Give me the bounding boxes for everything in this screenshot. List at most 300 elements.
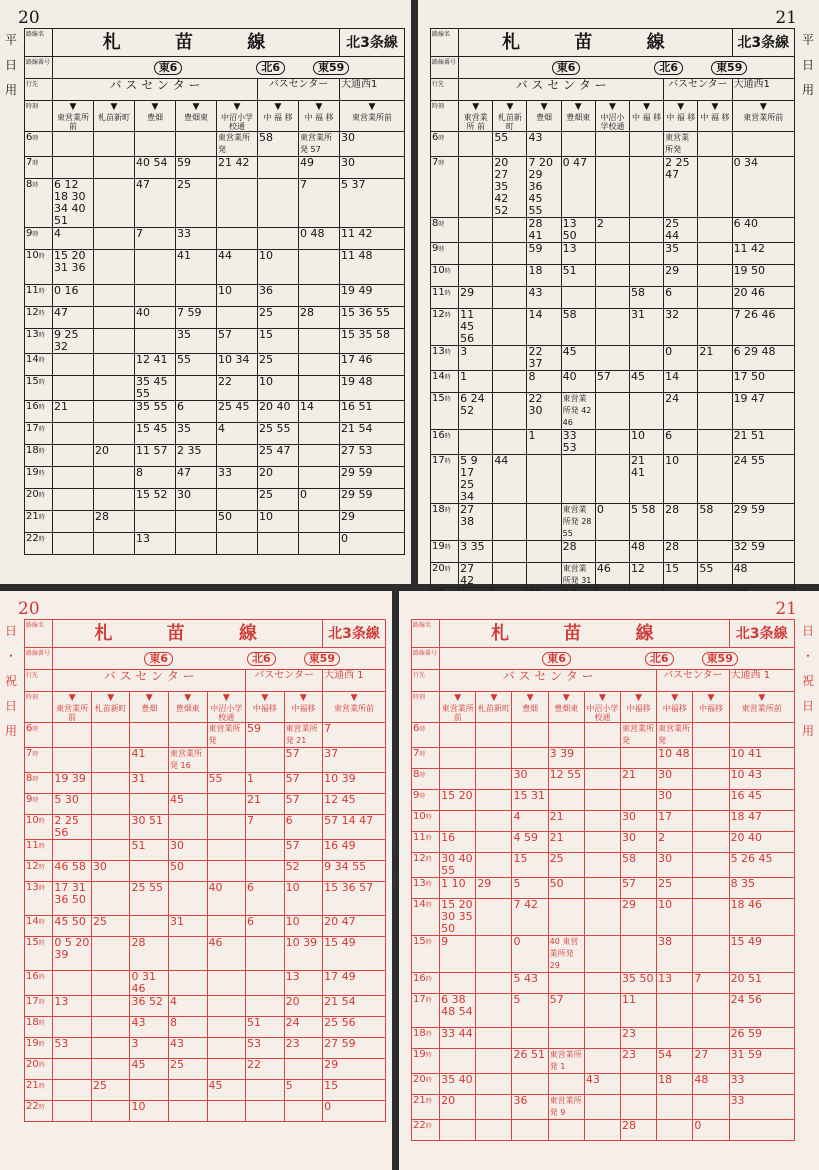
day-type-label: 日 ・ 祝 日 用 — [801, 624, 814, 738]
down-arrow-icon: ▼ — [368, 102, 376, 112]
hour-row — [412, 994, 795, 1028]
timetable-grid — [411, 619, 795, 1141]
hour-row — [25, 445, 405, 467]
departure-times: 0 5 20 39 — [53, 937, 92, 971]
departure-times — [284, 1059, 323, 1080]
hour-label: 19時 — [412, 1049, 440, 1074]
departure-times: 25 — [176, 179, 217, 228]
departure-times: 1 10 — [440, 878, 476, 899]
departure-times — [584, 769, 620, 790]
destination-bus-center-2: バスセンター — [258, 79, 340, 101]
stop-name: ▼ 豊畑 — [527, 101, 561, 132]
departure-times: 30 — [340, 132, 405, 157]
departure-times: 6 40 — [732, 218, 794, 243]
departure-times: 46 — [207, 937, 246, 971]
departure-times — [476, 1074, 512, 1095]
departure-times — [91, 840, 130, 861]
departure-times — [621, 936, 657, 973]
departure-times: 東営業所発 57 — [299, 132, 340, 157]
staples — [392, 834, 398, 904]
departure-times: 東営業所発 21 — [284, 723, 323, 748]
departure-times: 19 48 — [340, 376, 405, 401]
hour-label: 22時 — [412, 1120, 440, 1141]
departure-times — [91, 1017, 130, 1038]
departure-times — [440, 1120, 476, 1141]
timetable-page — [0, 591, 392, 1170]
departure-times: 20 — [258, 467, 299, 489]
departure-times: 19 49 — [340, 285, 405, 307]
departure-times: 11 — [621, 994, 657, 1028]
departure-times — [698, 265, 732, 287]
route-number-badge: 北6 — [247, 652, 276, 666]
departure-times: 21 54 — [323, 996, 386, 1017]
departure-times: 21 — [246, 794, 285, 815]
departure-times: 16 51 — [340, 401, 405, 423]
departure-times: 52 — [284, 861, 323, 882]
departure-times: 45 — [630, 371, 664, 393]
departure-times: 53 — [53, 1038, 92, 1059]
departure-times — [698, 243, 732, 265]
departure-times — [207, 794, 246, 815]
departure-times: 31 — [130, 773, 169, 794]
departure-times: 0 — [595, 504, 629, 541]
departure-times — [493, 563, 527, 588]
hour-row — [25, 1080, 386, 1101]
down-arrow-icon: ▼ — [472, 102, 480, 112]
down-arrow-icon: ▼ — [274, 102, 282, 112]
route-name-label: 路線名 — [431, 29, 459, 57]
hour-row — [412, 936, 795, 973]
departure-times: 16 49 — [323, 840, 386, 861]
departure-times: 59 — [527, 243, 561, 265]
departure-times: 7 59 — [176, 307, 217, 329]
departure-times — [693, 899, 729, 936]
departure-times: 18 46 — [729, 899, 794, 936]
departure-times: 22 — [246, 1059, 285, 1080]
departure-times: 6 — [664, 287, 698, 309]
departure-times: 25 44 — [664, 218, 698, 243]
departure-times — [94, 401, 135, 423]
departure-times — [94, 157, 135, 179]
stop-name: ▼ 札苗新町 — [94, 101, 135, 132]
departure-times — [168, 815, 207, 840]
departure-times — [258, 228, 299, 250]
departure-times: 43 — [527, 287, 561, 309]
stop-name: ▼ 札苗新町 — [91, 692, 130, 723]
hour-label: 18時 — [412, 1028, 440, 1049]
route-number-label: 路線番号 — [412, 648, 440, 670]
departure-times — [168, 1101, 207, 1122]
down-arrow-icon: ▼ — [454, 693, 462, 703]
down-arrow-icon: ▼ — [758, 693, 766, 703]
route-number-badge: 東6 — [154, 61, 183, 75]
departure-times — [217, 307, 258, 329]
departure-times: 20 40 — [258, 401, 299, 423]
departure-times — [476, 853, 512, 878]
hour-row — [25, 179, 405, 228]
departure-times: 8 — [527, 371, 561, 393]
departure-times: 25 — [258, 489, 299, 511]
route-alt-name: 北3条線 — [729, 620, 794, 648]
down-arrow-icon: ▼ — [759, 102, 767, 112]
hour-row — [25, 1059, 386, 1080]
hour-label: 7時 — [412, 748, 440, 769]
departure-times: 12 45 — [323, 794, 386, 815]
time-label: 時刻 — [431, 101, 459, 132]
departure-times — [53, 445, 94, 467]
hour-label: 9時 — [412, 790, 440, 811]
departure-times: 25 — [168, 1059, 207, 1080]
departure-times — [168, 723, 207, 748]
hour-row — [431, 455, 795, 504]
departure-times — [94, 250, 135, 285]
stop-name: ▼ 中 福 移 — [630, 101, 664, 132]
departure-times: 14 — [664, 371, 698, 393]
departure-times — [595, 132, 629, 157]
hour-row — [431, 218, 795, 243]
departure-times — [53, 157, 94, 179]
departure-times: 35 40 — [440, 1074, 476, 1095]
departure-times — [459, 157, 493, 218]
departure-times: 33 — [217, 467, 258, 489]
departure-times — [217, 228, 258, 250]
departure-times — [299, 329, 340, 354]
departure-times: 5 58 — [630, 504, 664, 541]
departure-times — [698, 371, 732, 393]
departure-times: 15 — [323, 1080, 386, 1101]
departure-times: 55 — [698, 563, 732, 588]
departure-times: 50 — [168, 861, 207, 882]
departure-times: 東営業所発 — [664, 132, 698, 157]
departure-times: 16 — [440, 832, 476, 853]
departure-times: 11 42 — [340, 228, 405, 250]
departure-times: 5 — [512, 878, 548, 899]
departure-times — [693, 878, 729, 899]
time-label: 時刻 — [25, 101, 53, 132]
down-arrow-icon: ▼ — [315, 102, 323, 112]
stop-name: ▼ 豊畑東 — [176, 101, 217, 132]
departure-times: 東営業所発 16 — [168, 748, 207, 773]
departure-times — [657, 994, 693, 1028]
departure-times — [284, 1101, 323, 1122]
departure-times: 30 — [621, 832, 657, 853]
departure-times — [53, 723, 92, 748]
departure-times: 20 46 — [732, 287, 794, 309]
destination-odori: 大通西 1 — [729, 670, 794, 692]
hour-row — [25, 285, 405, 307]
departure-times: 0 — [299, 489, 340, 511]
hour-label: 13時 — [431, 346, 459, 371]
departure-times: 58 — [258, 132, 299, 157]
down-arrow-icon: ▼ — [707, 693, 715, 703]
departure-times: 33 44 — [440, 1028, 476, 1049]
departure-times — [512, 748, 548, 769]
hour-row — [412, 899, 795, 936]
departure-times: 23 — [621, 1028, 657, 1049]
departure-times: 10 34 — [217, 354, 258, 376]
hour-row — [25, 354, 405, 376]
hour-row — [25, 1101, 386, 1122]
route-numbers — [53, 57, 405, 79]
departure-times: 29 — [323, 1059, 386, 1080]
departure-times — [258, 157, 299, 179]
departure-times: 6 24 52 — [459, 393, 493, 430]
departure-times: 10 39 — [284, 937, 323, 971]
departure-times: 11 45 56 — [459, 309, 493, 346]
departure-times — [584, 878, 620, 899]
departure-times: 8 — [135, 467, 176, 489]
departure-times: 10 — [284, 882, 323, 916]
departure-times: 21 42 — [217, 157, 258, 179]
departure-times: 1 — [527, 430, 561, 455]
departure-times — [440, 723, 476, 748]
stop-name: ▼ 中沼小学校通 — [207, 692, 246, 723]
departure-times — [94, 228, 135, 250]
departure-times — [476, 748, 512, 769]
departure-times: 15 — [258, 329, 299, 354]
departure-times — [299, 511, 340, 533]
departure-times: 東営業所発 1 — [548, 1049, 584, 1074]
departure-times: 12 55 — [548, 769, 584, 790]
destination-bus-center: バ ス セ ン タ ー — [53, 670, 246, 692]
hour-row — [25, 971, 386, 996]
departure-times — [459, 132, 493, 157]
stop-name: ▼ 中福移 — [657, 692, 693, 723]
hour-label: 7時 — [431, 157, 459, 218]
departure-times: 30 — [621, 811, 657, 832]
route-name: 札 苗 線 — [53, 29, 340, 57]
departure-times — [91, 748, 130, 773]
route-number-badge: 北6 — [645, 652, 674, 666]
departure-times: 41 — [130, 748, 169, 773]
departure-times — [217, 533, 258, 555]
down-arrow-icon: ▼ — [350, 693, 358, 703]
departure-times: 47 — [53, 307, 94, 329]
departure-times — [595, 265, 629, 287]
timetable-page — [0, 0, 411, 584]
hour-row — [25, 157, 405, 179]
hour-label: 14時 — [25, 916, 53, 937]
departure-times: 29 — [621, 899, 657, 936]
departure-times — [693, 790, 729, 811]
hour-label: 9時 — [25, 794, 53, 815]
hour-row — [412, 1095, 795, 1120]
departure-times — [217, 179, 258, 228]
hour-label: 13時 — [25, 329, 53, 354]
stop-name: ▼ 札苗新町 — [493, 101, 527, 132]
departure-times: 50 — [548, 878, 584, 899]
departure-times: 28 — [299, 307, 340, 329]
departure-times: 24 — [284, 1017, 323, 1038]
departure-times: 35 — [176, 423, 217, 445]
departure-times: 46 58 — [53, 861, 92, 882]
down-arrow-icon: ▼ — [151, 102, 159, 112]
departure-times: 31 — [630, 309, 664, 346]
departure-times: 0 — [512, 936, 548, 973]
departure-times — [548, 790, 584, 811]
departure-times: 13 — [561, 243, 595, 265]
departure-times: 東営業所発 28 55 — [561, 504, 595, 541]
departure-times — [657, 1095, 693, 1120]
departure-times: 15 — [512, 853, 548, 878]
departure-times — [94, 376, 135, 401]
down-arrow-icon: ▼ — [107, 693, 115, 703]
departure-times — [693, 936, 729, 973]
hour-label: 15時 — [25, 937, 53, 971]
hour-row — [431, 287, 795, 309]
departure-times — [53, 533, 94, 555]
departure-times — [595, 541, 629, 563]
departure-times: 13 — [135, 533, 176, 555]
day-type-label: 平 日 用 — [801, 33, 814, 97]
departure-times: 28 41 — [527, 218, 561, 243]
hour-row — [25, 748, 386, 773]
departure-times: 3 — [459, 346, 493, 371]
down-arrow-icon: ▼ — [192, 102, 200, 112]
departure-times: 0 — [693, 1120, 729, 1141]
departure-times: 57 — [284, 840, 323, 861]
hour-row — [25, 401, 405, 423]
hour-row — [25, 861, 386, 882]
departure-times — [476, 899, 512, 936]
hour-label: 6時 — [412, 723, 440, 748]
departure-times: 45 50 — [53, 916, 92, 937]
hour-row — [25, 132, 405, 157]
hour-label: 14時 — [25, 354, 53, 376]
route-name: 札 苗 線 — [459, 29, 732, 57]
departure-times: 25 — [91, 916, 130, 937]
departure-times — [698, 309, 732, 346]
route-numbers — [459, 57, 795, 79]
departure-times — [584, 1095, 620, 1120]
departure-times — [548, 1074, 584, 1095]
departure-times — [693, 1095, 729, 1120]
departure-times: 6 — [246, 916, 285, 937]
departure-times: 3 39 — [548, 748, 584, 769]
departure-times: 33 — [729, 1074, 794, 1095]
down-arrow-icon: ▼ — [635, 693, 643, 703]
down-arrow-icon: ▼ — [506, 102, 514, 112]
stop-name: ▼ 中福移 — [621, 692, 657, 723]
departure-times: 51 — [130, 840, 169, 861]
hour-label: 16時 — [25, 401, 53, 423]
departure-times: 0 34 — [732, 157, 794, 218]
departure-times: 6 29 48 — [732, 346, 794, 371]
stop-name: ▼ 豊畑 — [130, 692, 169, 723]
departure-times — [299, 467, 340, 489]
departure-times: 23 — [284, 1038, 323, 1059]
time-label: 時刻 — [25, 692, 53, 723]
destination-bus-center-2: バスセンター — [657, 670, 729, 692]
departure-times — [207, 971, 246, 996]
route-number-badge: 東6 — [552, 61, 581, 75]
departure-times: 20 27 35 42 52 — [493, 157, 527, 218]
departure-times: 23 — [621, 1049, 657, 1074]
hour-label: 12時 — [431, 309, 459, 346]
departure-times — [476, 832, 512, 853]
departure-times: 29 59 — [340, 467, 405, 489]
departure-times: 15 20 31 36 — [53, 250, 94, 285]
destination-label: 行先 — [25, 79, 53, 101]
route-number-badge: 北6 — [256, 61, 285, 75]
departure-times: 15 49 — [323, 937, 386, 971]
route-number-badge: 東59 — [313, 61, 349, 75]
departure-times — [168, 1080, 207, 1101]
departure-times — [53, 1080, 92, 1101]
destination-odori: 大通西1 — [340, 79, 405, 101]
departure-times: 10 — [130, 1101, 169, 1122]
departure-times: 15 36 57 — [323, 882, 386, 916]
departure-times: 55 — [176, 354, 217, 376]
departure-times — [693, 748, 729, 769]
departure-times: 20 — [440, 1095, 476, 1120]
departure-times — [440, 1049, 476, 1074]
departure-times: 57 — [548, 994, 584, 1028]
departure-times: 0 47 — [561, 157, 595, 218]
departure-times: 15 45 — [135, 423, 176, 445]
hour-row — [25, 937, 386, 971]
stop-name: ▼ 中沼小学校通 — [217, 101, 258, 132]
departure-times — [440, 811, 476, 832]
departure-times: 59 — [176, 157, 217, 179]
hour-label: 20時 — [412, 1074, 440, 1095]
departure-times — [207, 840, 246, 861]
stop-name: ▼ 東営業所 前 — [53, 692, 92, 723]
departure-times — [53, 1059, 92, 1080]
stop-name: ▼ 中 福 移 — [299, 101, 340, 132]
hour-row — [25, 773, 386, 794]
departure-times: 3 35 — [459, 541, 493, 563]
departure-times: 35 45 55 — [135, 376, 176, 401]
hour-row — [25, 916, 386, 937]
departure-times — [246, 840, 285, 861]
hour-row — [412, 790, 795, 811]
departure-times — [595, 157, 629, 218]
departure-times — [584, 1120, 620, 1141]
stop-name: ▼ 中福移 — [246, 692, 285, 723]
departure-times: 24 55 — [732, 455, 794, 504]
route-name-label: 路線名 — [25, 620, 53, 648]
departure-times: 2 25 47 — [664, 157, 698, 218]
hour-label: 21時 — [25, 511, 53, 533]
down-arrow-icon: ▼ — [110, 102, 118, 112]
departure-times — [548, 899, 584, 936]
departure-times — [493, 430, 527, 455]
departure-times: 10 — [657, 899, 693, 936]
hour-label: 17時 — [25, 423, 53, 445]
departure-times — [258, 179, 299, 228]
hour-row — [412, 769, 795, 790]
departure-times: 36 — [512, 1095, 548, 1120]
departure-times: 57 14 47 — [323, 815, 386, 840]
departure-times: 0 — [664, 346, 698, 371]
departure-times — [584, 1049, 620, 1074]
departure-times — [698, 157, 732, 218]
destination-label: 行先 — [412, 670, 440, 692]
hour-row — [25, 882, 386, 916]
departure-times — [621, 790, 657, 811]
departure-times — [493, 265, 527, 287]
departure-times: 25 — [548, 853, 584, 878]
page-number: 20 — [18, 8, 40, 28]
departure-times — [53, 511, 94, 533]
departure-times — [130, 916, 169, 937]
departure-times — [94, 467, 135, 489]
stop-name: ▼ 豊畑東 — [168, 692, 207, 723]
route-alt-name: 北3条線 — [323, 620, 386, 648]
stop-name: ▼ 中沼小学校通 — [584, 692, 620, 723]
destination-bus-center-2: バスセンター — [664, 79, 732, 101]
